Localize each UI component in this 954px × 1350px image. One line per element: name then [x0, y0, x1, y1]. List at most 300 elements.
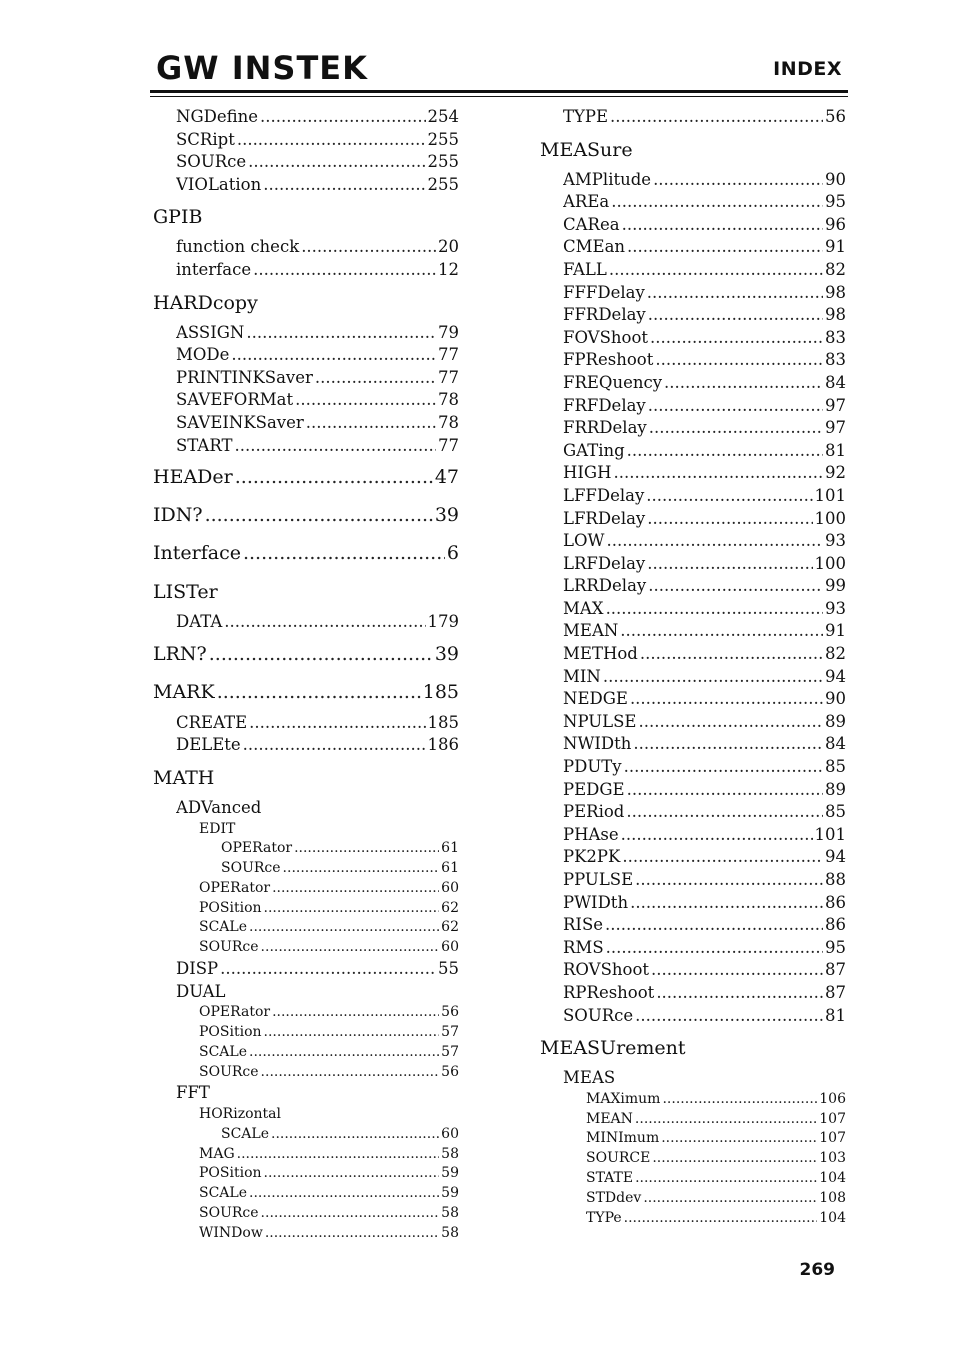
index-entry	[199, 918, 459, 938]
dot-leader	[605, 914, 823, 937]
dot-leader	[627, 440, 823, 463]
dot-leader	[648, 395, 823, 418]
dot-leader	[283, 859, 440, 879]
index-page-ref: 179	[427, 612, 459, 632]
index-entry	[586, 1090, 846, 1110]
index-entry	[563, 106, 846, 129]
index-page-ref: 77	[438, 345, 459, 365]
index-term: interface	[176, 259, 252, 279]
index-term: TYPe	[586, 1209, 622, 1226]
dot-leader	[249, 1043, 439, 1063]
index-entry	[563, 1005, 846, 1028]
index-entry	[563, 779, 846, 802]
dot-leader	[662, 1090, 817, 1110]
index-term: OPERator	[199, 1004, 271, 1021]
index-term: GATing	[563, 440, 625, 460]
dot-leader	[643, 1189, 817, 1209]
index-term: MEAN	[586, 1110, 633, 1127]
index-term: SAVEINKSaver	[176, 412, 304, 432]
index-term: MAG	[199, 1145, 235, 1162]
index-page-ref: 88	[825, 870, 846, 889]
index-page-ref: 91	[825, 237, 846, 257]
index-entry	[176, 151, 459, 174]
index-entry	[176, 1082, 459, 1105]
index-page-ref: 185	[422, 680, 459, 703]
page-title: INDEX	[773, 58, 842, 80]
index-term: MIN	[563, 666, 601, 686]
dot-leader	[647, 508, 812, 531]
dot-leader	[610, 106, 823, 129]
index-term: HIGH	[563, 463, 612, 483]
index-page-ref: 56	[441, 1004, 459, 1021]
index-entry	[586, 1209, 846, 1229]
index-term: CREATE	[176, 712, 248, 732]
index-heading	[153, 636, 459, 672]
index-heading	[540, 1033, 846, 1063]
dot-leader	[234, 435, 436, 458]
index-term: PWIDth	[563, 892, 629, 912]
index-term: CARea	[563, 214, 620, 234]
index-page-ref: 95	[825, 937, 846, 957]
index-entry	[199, 1063, 459, 1083]
index-page-ref: 62	[441, 899, 459, 916]
index-entry	[199, 1023, 459, 1043]
index-page-ref: 255	[427, 129, 459, 149]
dot-leader	[603, 666, 823, 689]
index-entry	[563, 914, 846, 937]
index-term: PK2PK	[563, 847, 621, 867]
index-page-ref: 58	[441, 1224, 459, 1241]
index-page-ref: 82	[825, 259, 846, 279]
index-page-ref: 56	[441, 1063, 459, 1080]
dot-leader	[611, 191, 823, 214]
dot-leader	[249, 712, 425, 735]
dot-leader	[248, 151, 425, 174]
dot-leader	[606, 598, 823, 621]
index-page-ref: 85	[825, 757, 846, 777]
index-page-ref: 87	[825, 982, 846, 1002]
index-entry	[586, 1110, 846, 1130]
index-term: SCALe	[199, 1185, 247, 1202]
index-entry	[563, 236, 846, 259]
dot-leader	[661, 1129, 817, 1149]
index-term: HORizontal	[199, 1106, 281, 1123]
index-page-ref: 100	[814, 553, 846, 573]
dot-leader	[243, 535, 445, 571]
index-entry	[563, 553, 846, 576]
index-page-ref: 39	[434, 504, 459, 527]
dot-leader	[263, 174, 425, 197]
index-page-ref: 94	[825, 666, 846, 686]
index-page-ref: 78	[438, 390, 459, 410]
index-entry	[563, 327, 846, 350]
index-heading	[153, 674, 459, 710]
index-heading	[153, 459, 459, 495]
index-page-ref: 86	[825, 915, 846, 935]
index-term: MODe	[176, 345, 230, 365]
index-term: OPERator	[199, 879, 271, 896]
index-term: PPULSE	[563, 870, 634, 889]
index-term: NPULSE	[563, 711, 637, 731]
dot-leader	[265, 1224, 439, 1244]
index-term: function check	[176, 237, 300, 257]
index-term: FFFDelay	[563, 282, 645, 302]
index-term: AREa	[563, 192, 610, 212]
index-page-ref: 89	[825, 711, 846, 731]
index-term: ROVShoot	[563, 960, 650, 980]
dot-leader	[243, 734, 426, 757]
index-heading	[153, 288, 459, 318]
dot-leader	[609, 259, 823, 282]
index-page-ref: 101	[814, 824, 846, 844]
index-heading	[153, 535, 459, 571]
index-entry	[563, 801, 846, 824]
index-term: SCALe	[199, 919, 247, 936]
dot-leader	[220, 958, 436, 981]
index-heading	[153, 763, 459, 793]
index-page-ref: 255	[427, 152, 459, 172]
index-page-ref: 77	[438, 435, 459, 455]
index-page-ref: 104	[819, 1209, 846, 1226]
index-entry	[176, 259, 459, 282]
index-page-ref: 81	[825, 1005, 846, 1025]
index-entry	[563, 688, 846, 711]
index-term: MARK	[153, 680, 215, 703]
index-entry	[563, 282, 846, 305]
index-term: MAX	[563, 598, 604, 618]
dot-leader	[635, 1110, 817, 1130]
index-entry	[563, 620, 846, 643]
index-entry	[199, 1184, 459, 1204]
index-page-ref: 103	[819, 1150, 846, 1167]
index-page-ref: 61	[441, 840, 459, 857]
dot-leader	[633, 733, 823, 756]
index-page-ref: 47	[434, 466, 459, 489]
index-page-ref: 84	[825, 734, 846, 754]
index-page-ref: 85	[825, 802, 846, 822]
dot-leader	[622, 846, 823, 869]
index-entry	[176, 734, 459, 757]
index-column-left	[153, 106, 459, 1244]
index-page-ref: 101	[814, 485, 846, 505]
index-term: METHod	[563, 644, 638, 664]
index-term: TYPE	[563, 107, 609, 126]
index-term: PHAse	[563, 824, 619, 844]
index-term: MAXimum	[586, 1090, 661, 1107]
index-page-ref: 59	[441, 1165, 459, 1182]
index-page-ref: 60	[441, 879, 459, 896]
brand-logo	[156, 50, 368, 86]
index-entry	[563, 892, 846, 915]
index-page-ref: 59	[441, 1185, 459, 1202]
index-page-ref: 57	[441, 1024, 459, 1041]
index-page-ref: 106	[819, 1090, 846, 1107]
index-entry	[563, 824, 846, 847]
dot-leader	[606, 937, 823, 960]
index-page-ref: 185	[427, 712, 459, 732]
dot-leader	[620, 620, 823, 643]
index-term: SAVEFORMat	[176, 390, 294, 410]
dot-leader	[646, 485, 812, 508]
index-term: SOURce	[199, 939, 259, 956]
index-term: LRFDelay	[563, 553, 646, 573]
dot-leader	[231, 344, 436, 367]
index-term: PERiod	[563, 802, 625, 822]
index-term: ADVanced	[176, 797, 262, 817]
index-entry	[563, 959, 846, 982]
index-term: SOURce	[563, 1005, 634, 1025]
dot-leader	[650, 327, 823, 350]
index-term: LISTer	[153, 581, 218, 604]
index-term: LOW	[563, 531, 605, 551]
index-page-ref: 79	[438, 322, 459, 342]
dot-leader	[246, 322, 436, 345]
dot-leader	[648, 575, 823, 598]
index-page-ref: 58	[441, 1145, 459, 1162]
index-page-ref: 90	[825, 169, 846, 189]
index-entry	[563, 440, 846, 463]
index-entry	[586, 1149, 846, 1169]
index-page-ref: 57	[441, 1043, 459, 1060]
index-entry	[563, 575, 846, 598]
index-entry	[221, 859, 459, 879]
index-term: SOURCE	[586, 1150, 651, 1167]
index-entry	[176, 389, 459, 412]
index-term: SOURce	[199, 1063, 259, 1080]
index-entry	[199, 879, 459, 899]
index-term: POSition	[199, 899, 262, 916]
index-term: LFRDelay	[563, 508, 646, 528]
index-term: FOVShoot	[563, 327, 649, 347]
dot-leader	[261, 938, 440, 958]
index-entry	[199, 1224, 459, 1244]
index-term: DUAL	[176, 981, 226, 1001]
index-term: NGDefine	[176, 107, 259, 126]
index-term: MEASure	[540, 138, 633, 161]
index-entry	[199, 1164, 459, 1184]
index-page-ref: 62	[441, 919, 459, 936]
dot-leader	[249, 918, 439, 938]
index-term: NEDGE	[563, 689, 628, 709]
index-page-ref: 58	[441, 1205, 459, 1222]
index-page-ref: 91	[825, 621, 846, 641]
index-entry	[176, 797, 459, 820]
index-entry	[563, 643, 846, 666]
page-number: 269	[799, 1260, 835, 1280]
index-term: ASSIGN	[176, 322, 245, 342]
index-page-ref: 6	[446, 542, 459, 565]
index-entry	[176, 174, 459, 197]
dot-leader	[647, 282, 823, 305]
index-term: VIOLation	[176, 174, 262, 194]
index-page-ref: 95	[825, 192, 846, 212]
index-entry	[176, 712, 459, 735]
dot-leader	[217, 674, 421, 710]
index-page-ref: 39	[434, 642, 459, 665]
index-entry	[563, 733, 846, 756]
index-page-ref: 107	[819, 1130, 846, 1147]
index-entry	[563, 417, 846, 440]
index-entry	[563, 304, 846, 327]
dot-leader	[649, 417, 823, 440]
index-page-ref: 254	[427, 107, 459, 126]
dot-leader	[272, 879, 439, 899]
index-term: SOURce	[176, 152, 247, 172]
index-entry	[563, 1067, 846, 1090]
index-term: FFRDelay	[563, 305, 646, 325]
index-entry	[563, 598, 846, 621]
index-term: HARDcopy	[153, 291, 258, 314]
index-term: LRN?	[153, 642, 207, 665]
dot-leader	[638, 711, 823, 734]
dot-leader	[653, 169, 823, 192]
index-page-ref: 56	[825, 107, 846, 126]
index-entry	[199, 1003, 459, 1023]
index-term: MINImum	[586, 1130, 660, 1147]
index-entry	[563, 869, 846, 892]
dot-leader	[652, 1149, 817, 1169]
index-page-ref: 97	[825, 418, 846, 438]
index-heading	[153, 577, 459, 607]
index-entry	[563, 508, 846, 531]
index-entry	[563, 372, 846, 395]
index-page-ref: 255	[427, 174, 459, 194]
dot-leader	[635, 869, 823, 892]
index-term: PRINTINKSaver	[176, 367, 313, 387]
dot-leader	[249, 1184, 439, 1204]
index-term: RPReshoot	[563, 982, 655, 1002]
index-entry	[176, 129, 459, 152]
index-term: MATH	[153, 766, 215, 789]
index-entry	[176, 412, 459, 435]
dot-leader	[606, 530, 823, 553]
dot-leader	[647, 553, 812, 576]
dot-leader	[624, 756, 823, 779]
index-entry	[563, 711, 846, 734]
dot-leader	[205, 497, 433, 533]
index-entry	[176, 611, 459, 634]
index-term: NWIDth	[563, 734, 632, 754]
index-term: SCALe	[199, 1043, 247, 1060]
index-entry	[563, 395, 846, 418]
index-entry	[563, 191, 846, 214]
index-page-ref: 12	[438, 259, 459, 279]
dot-leader	[295, 389, 436, 412]
index-entry	[563, 846, 846, 869]
index-term: FREQuency	[563, 372, 663, 392]
index-term: MEAS	[563, 1068, 616, 1088]
index-page-ref: 60	[441, 939, 459, 956]
index-term: SCALe	[221, 1125, 269, 1142]
index-term: WINDow	[199, 1224, 263, 1241]
dot-leader	[635, 1169, 817, 1189]
index-page-ref: 82	[825, 644, 846, 664]
logo-text: GW INSTEK	[156, 49, 368, 87]
index-entry	[176, 435, 459, 458]
index-page-ref: 108	[819, 1189, 846, 1206]
index-term: POSition	[199, 1165, 262, 1182]
index-term: SOURce	[221, 860, 281, 877]
dot-leader	[260, 106, 425, 129]
index-page-ref: 96	[825, 214, 846, 234]
dot-leader	[648, 304, 823, 327]
dot-leader	[664, 372, 823, 395]
index-entry	[563, 462, 846, 485]
dot-leader	[209, 636, 433, 672]
dot-leader	[630, 688, 823, 711]
dot-leader	[306, 412, 436, 435]
index-entry	[563, 937, 846, 960]
index-term: Interface	[153, 542, 241, 565]
index-page-ref: 84	[825, 372, 846, 392]
index-heading	[153, 202, 459, 232]
index-heading	[153, 497, 459, 533]
index-entry	[199, 1204, 459, 1224]
index-page-ref: 61	[441, 860, 459, 877]
index-page-ref: 97	[825, 395, 846, 415]
dot-leader	[651, 959, 823, 982]
index-term: FRFDelay	[563, 395, 646, 415]
index-term: EDIT	[199, 820, 236, 837]
index-page-ref: 77	[438, 367, 459, 387]
index-entry	[221, 1125, 459, 1145]
index-entry	[199, 899, 459, 919]
index-entry	[563, 666, 846, 689]
index-term: START	[176, 435, 233, 455]
dot-leader	[627, 236, 823, 259]
index-term: MEASUrement	[540, 1037, 686, 1060]
index-term: GPIB	[153, 206, 203, 229]
dot-leader	[624, 1209, 818, 1229]
index-page-ref: 87	[825, 960, 846, 980]
index-term: SOURce	[199, 1205, 259, 1222]
index-page-ref: 81	[825, 440, 846, 460]
index-page-ref: 98	[825, 305, 846, 325]
dot-leader	[655, 349, 823, 372]
index-term: FPReshoot	[563, 350, 654, 370]
dot-leader	[626, 801, 823, 824]
index-term: LRRDelay	[563, 576, 647, 596]
dot-leader	[264, 1023, 440, 1043]
index-term: FRRDelay	[563, 418, 647, 438]
index-page-ref: 99	[825, 576, 846, 596]
dot-leader	[315, 367, 436, 390]
index-entry	[176, 344, 459, 367]
index-page-ref: 20	[438, 237, 459, 257]
dot-leader	[253, 259, 436, 282]
index-entry	[563, 530, 846, 553]
index-entry	[199, 938, 459, 958]
index-column-right	[540, 106, 846, 1228]
index-entry	[586, 1129, 846, 1149]
dot-leader	[635, 1005, 823, 1028]
index-page-ref: 93	[825, 531, 846, 551]
index-term: POSition	[199, 1024, 262, 1041]
index-page-ref: 83	[825, 350, 846, 370]
dot-leader	[261, 1063, 440, 1083]
dot-leader	[301, 236, 436, 259]
index-page-ref: 78	[438, 412, 459, 432]
index-page-ref: 100	[814, 508, 846, 528]
index-entry	[176, 981, 459, 1004]
index-entry	[176, 367, 459, 390]
index-page-ref: 98	[825, 282, 846, 302]
index-entry	[199, 1043, 459, 1063]
index-term: PDUTy	[563, 757, 622, 777]
dot-leader	[224, 611, 425, 634]
index-page-ref: 55	[438, 959, 459, 979]
dot-leader	[656, 982, 823, 1005]
